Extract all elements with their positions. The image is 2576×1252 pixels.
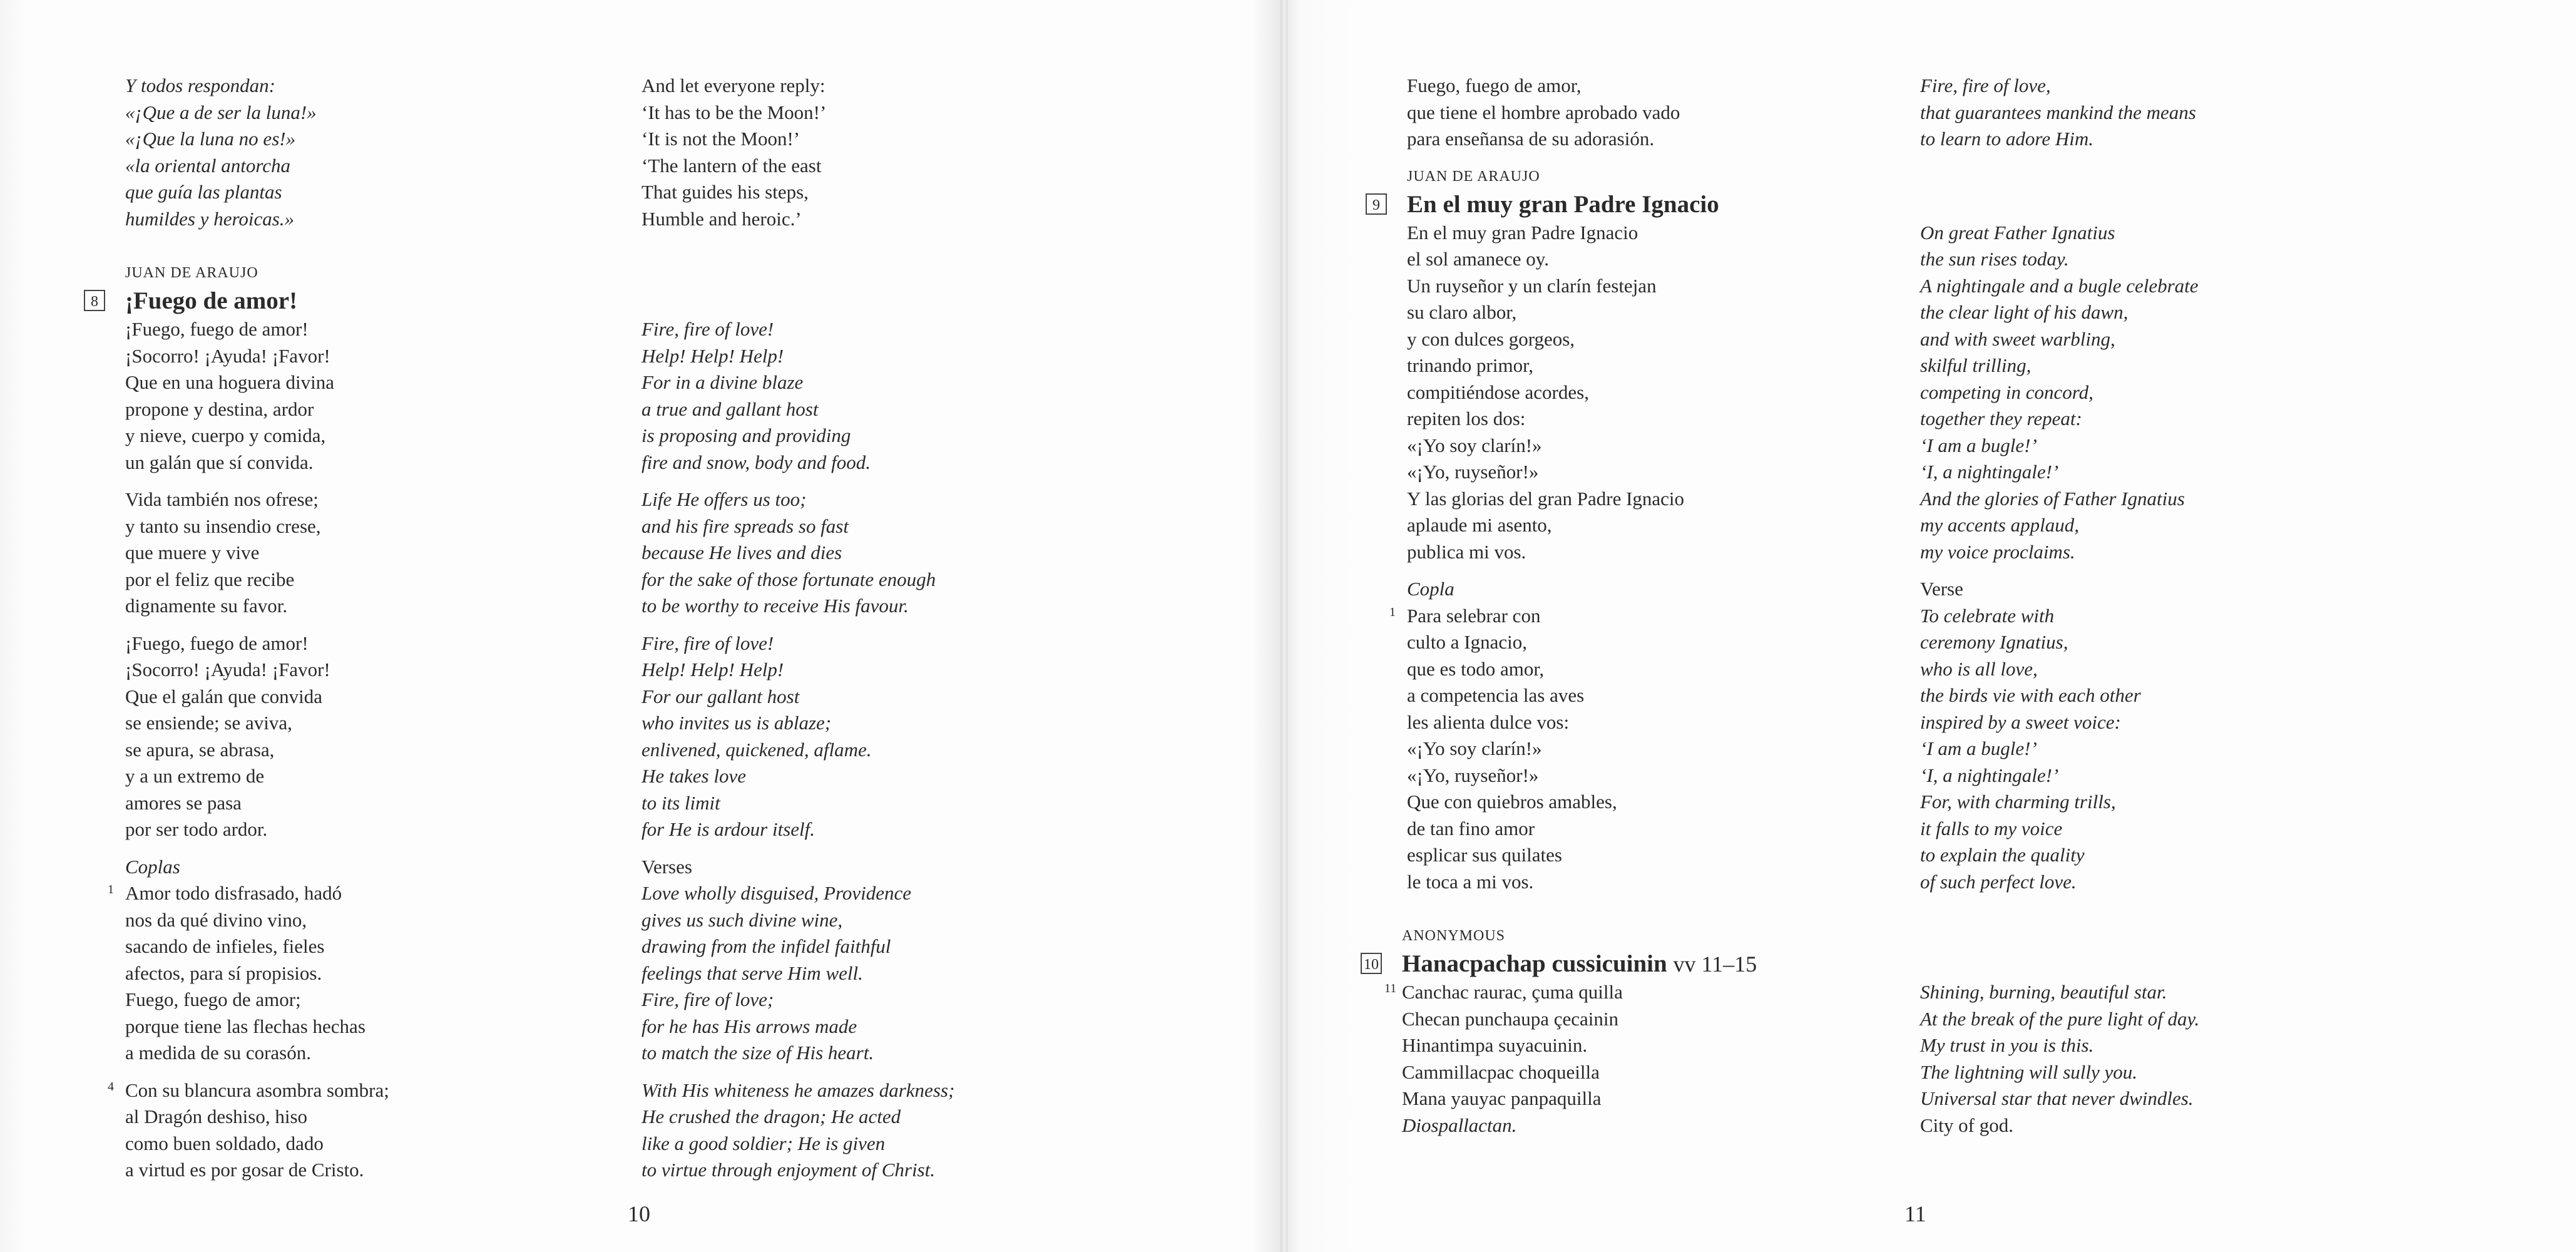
translation-line: ‘I am a bugle!’ <box>1920 737 2037 759</box>
translation-line: of such perfect love. <box>1920 870 2077 893</box>
poem-line: Fuego, fuego de amor; <box>125 988 301 1010</box>
poem-line: Y todos respondan: <box>125 74 275 96</box>
poem-line: Y las glorias del gran Padre Ignacio <box>1407 487 1685 510</box>
poem-line: su claro albor, <box>1407 301 1517 323</box>
stanza-gap <box>641 620 1117 630</box>
translation-line: to explain the quality <box>1920 844 2085 866</box>
verse-range: vv 11–15 <box>1673 952 1757 977</box>
translation-line: that guarantees mankind the means <box>1920 101 2196 123</box>
translation-line: Help! Help! Help! <box>641 344 784 367</box>
translation-line: Fire, fire of love! <box>641 318 774 340</box>
stanza-gap <box>1920 565 2396 576</box>
poem-line: Con su blancura asombra sombra; <box>125 1079 389 1101</box>
poem-line: humildes y heroicas.» <box>125 207 295 230</box>
section-label: Coplas <box>125 855 180 878</box>
track-number-box: 10 <box>1361 953 1382 974</box>
poem-line: sacando de infieles, fieles <box>125 935 325 957</box>
poem-line: «¡Yo, ruyseñor!» <box>1407 461 1539 483</box>
translation-line: who invites us is ablaze; <box>641 712 832 734</box>
translation-line: For, with charming trills, <box>1920 791 2116 813</box>
translation-line: is proposing and providing <box>641 424 851 446</box>
translation-line: a true and gallant host <box>641 398 819 420</box>
stanza-gap <box>1407 565 1883 576</box>
translation-line: for he has His arrows made <box>641 1015 857 1037</box>
verse-number: 4 <box>108 1079 114 1094</box>
translation-line: Fire, fire of love; <box>641 988 774 1010</box>
poem-line: Canchac raurac, çuma quilla <box>1402 981 1623 1003</box>
stanza-gap <box>125 620 601 630</box>
translation-line: Help! Help! Help! <box>641 659 784 680</box>
poem-line: por el feliz que recibe <box>125 568 295 590</box>
translation-line: And the glories of Father Ignatius <box>1920 487 2185 510</box>
poem-line: nos da qué divino vino, <box>125 908 307 931</box>
page-number-left: 10 <box>628 1201 650 1226</box>
poem-line: esplicar sus quilates <box>1407 844 1562 866</box>
translation-line: gives us such divine wine, <box>641 908 843 931</box>
poem-line: «¡Yo soy clarín!» <box>1407 434 1542 456</box>
translation-line: feelings that serve Him well. <box>641 962 863 984</box>
translation-line: To celebrate with <box>1920 604 2055 627</box>
translation-line: the birds vie with each other <box>1920 684 2141 706</box>
composer-spacer <box>1920 163 2396 190</box>
poem-line: Que el galán que convida <box>125 685 323 707</box>
poem-line: «¡Que a de ser la luna!» <box>125 101 317 123</box>
stanza-gap <box>125 1067 601 1077</box>
poem-line: ¡Fuego, fuego de amor! <box>125 632 309 654</box>
translation-line: to learn to adore Him. <box>1920 128 2093 150</box>
poem-line: porque tiene las flechas hechas <box>125 1015 365 1037</box>
translation-line: because He lives and dies <box>641 541 842 563</box>
stanza-gap <box>125 232 601 260</box>
poem-line: Un ruyseñor y un clarín festejan <box>1407 274 1657 297</box>
poem-line: como buen soldado, dado <box>125 1132 324 1154</box>
poem-line: a virtud es por gosar de Cristo. <box>125 1159 364 1181</box>
stanza-gap <box>1920 153 2396 163</box>
poem-line: que es todo amor, <box>1407 657 1545 680</box>
translation-line: the sun rises today. <box>1920 248 2069 270</box>
poem-line: Vida también nos ofrese; <box>125 488 319 510</box>
translation-line: City of god. <box>1920 1114 2013 1136</box>
poem-line: Diospallactan. <box>1402 1114 1517 1136</box>
poem-line: Checan punchaupa çecainin <box>1402 1007 1618 1030</box>
poem-line: repiten los dos: <box>1407 408 1526 429</box>
translation-line: and his fire spreads so fast <box>641 515 849 537</box>
translation-line: to virtue through enjoyment of Christ. <box>641 1159 935 1181</box>
translation-line: my voice proclaims. <box>1920 540 2075 563</box>
poem-line: En el muy gran Padre Ignacio <box>1407 221 1638 244</box>
poem-line: Mana yauyac panpaquilla <box>1402 1087 1602 1109</box>
poem-line: Fuego, fuego de amor, <box>1407 74 1582 96</box>
poem-line: ¡Fuego, fuego de amor! <box>125 318 309 340</box>
poem-line: Que con quiebros amables, <box>1407 791 1617 813</box>
poem-line: Hinantimpa suyacuinin. <box>1402 1034 1588 1056</box>
translation-line: for He is ardour itself. <box>641 818 815 840</box>
translation-line: ‘It has to be the Moon!’ <box>641 101 827 123</box>
poem-line: para enseñansa de su adorasión. <box>1407 128 1655 150</box>
section-label: Copla <box>1407 578 1454 600</box>
left-spanish-column <box>91 73 601 1184</box>
composer-spacer <box>641 260 1117 286</box>
poem-line: Que en una hoguera divina <box>125 371 334 393</box>
track-number-box: 9 <box>1366 193 1387 215</box>
poem-line: culto a Ignacio, <box>1407 631 1527 653</box>
translation-line: ‘I, a nightingale!’ <box>1920 764 2059 786</box>
poem-line: y con dulces gorgeos, <box>1407 327 1575 350</box>
translation-line: skilful trilling, <box>1920 354 2032 376</box>
translation-line: Love wholly disguised, Providence <box>641 882 912 904</box>
poem-line: publica mi vos. <box>1407 540 1526 563</box>
translation-line: Humble and heroic.’ <box>641 207 802 230</box>
stanza-gap <box>1407 895 1883 923</box>
piece-title-text: ¡Fuego de amor! <box>125 287 298 314</box>
translation-line: Shining, burning, beautiful star. <box>1920 981 2167 1003</box>
poem-line: trinando primor, <box>1407 354 1533 376</box>
poem-line: y tanto su insendio crese, <box>125 515 321 537</box>
composer-name: ANONYMOUS <box>1402 928 1506 944</box>
translation-line: On great Father Ignatius <box>1920 221 2115 244</box>
translation-line: to be worthy to receive His favour. <box>641 595 909 617</box>
translation-line: My trust in you is this. <box>1920 1034 2094 1056</box>
poem-line: ¡Socorro! ¡Ayuda! ¡Favor! <box>125 344 330 367</box>
track-number-box: 8 <box>84 290 105 311</box>
poem-line: y a un extremo de <box>125 765 265 787</box>
translation-line: who is all love, <box>1920 657 2038 680</box>
right-spanish-column <box>1364 73 1883 1139</box>
poem-line: que guía las plantas <box>125 181 282 203</box>
verse-number: 1 <box>108 883 114 896</box>
translation-line: and with sweet warbling, <box>1920 327 2115 350</box>
composer-name: JUAN DE ARAUJO <box>1407 168 1540 185</box>
poem-line: ¡Socorro! ¡Ayuda! ¡Favor! <box>125 659 330 680</box>
poem-line: aplaude mi asento, <box>1407 514 1552 536</box>
translation-line: For in a divine blaze <box>641 371 804 393</box>
translation-line: to its limit <box>641 791 720 814</box>
translation-line: At the break of the pure light of day. <box>1920 1007 2200 1030</box>
translation-line: Life He offers us too; <box>641 488 807 510</box>
poem-line: al Dragón deshiso, hiso <box>125 1106 308 1127</box>
translation-line: And let everyone reply: <box>641 74 825 96</box>
piece-title-text: Hanacpachap cussicuinin <box>1402 950 1667 977</box>
page-number-right: 11 <box>1904 1201 1926 1226</box>
translation-line: the clear light of his dawn, <box>1920 301 2129 323</box>
poem-line: el sol amanece oy. <box>1407 248 1549 270</box>
poem-line: a medida de su corasón. <box>125 1042 311 1064</box>
translation-line: A nightingale and a bugle celebrate <box>1920 274 2199 297</box>
book-gutter <box>1280 0 1288 1252</box>
numbered-verse <box>108 880 601 1067</box>
verse-number: 11 <box>1384 982 1397 995</box>
translation-line: like a good soldier; He is given <box>641 1132 886 1154</box>
translation-line: The lightning will sully you. <box>1920 1060 2138 1083</box>
poem-line: Amor todo disfrasado, hadó <box>125 882 342 904</box>
translation-line: ‘I am a bugle!’ <box>1920 434 2037 456</box>
translation-line: ‘I, a nightingale!’ <box>1920 461 2059 483</box>
translation-line: for the sake of those fortunate enough <box>641 568 936 590</box>
stanza-gap <box>1920 895 2396 923</box>
translation-line: For our gallant host <box>641 685 800 707</box>
section-label: Verses <box>641 855 692 878</box>
numbered-verse <box>108 1077 601 1184</box>
poem-line: se apura, se abrasa, <box>125 738 275 761</box>
poem-line: afectos, para sí propisios. <box>125 962 322 984</box>
poem-line: de tan fino amor <box>1407 817 1535 839</box>
poem-line: por ser todo ardor. <box>125 818 268 840</box>
translation-line: ‘It is not the Moon!’ <box>641 128 800 150</box>
numbered-verse <box>1389 603 1883 896</box>
translation-line: ceremony Ignatius, <box>1920 631 2068 653</box>
piece-title <box>1364 949 1883 979</box>
verse-number: 1 <box>1389 605 1396 619</box>
stanza-gap <box>1407 153 1883 163</box>
stanza-gap <box>641 476 1117 486</box>
translation-line: enlivened, quickened, aflame. <box>641 738 872 761</box>
stanza-gap <box>641 232 1117 260</box>
translation-line: fire and snow, body and food. <box>641 451 871 473</box>
poem-line: «la oriental antorcha <box>125 154 291 177</box>
poem-line: que tiene el hombre aprobado vado <box>1407 101 1680 123</box>
poem-line: les alienta dulce vos: <box>1407 711 1570 733</box>
piece-title <box>91 286 601 316</box>
poem-line: «¡Yo soy clarín!» <box>1407 737 1542 759</box>
translation-line: it falls to my voice <box>1920 817 2063 839</box>
poem-line: Para selebrar con <box>1407 604 1541 627</box>
translation-line: together they repeat: <box>1920 408 2082 429</box>
translation-line: Fire, fire of love! <box>641 632 774 654</box>
translation-line: Universal star that never dwindles. <box>1920 1087 2194 1109</box>
translation-line: He takes love <box>641 765 746 787</box>
stanza-gap <box>641 1067 1117 1077</box>
poem-line: propone y destina, ardor <box>125 398 314 420</box>
stanza-gap <box>125 476 601 486</box>
stanza-gap <box>125 843 601 854</box>
poem-line: dignamente su favor. <box>125 595 288 617</box>
composer-spacer <box>1920 923 2396 949</box>
poem-line: «¡Yo, ruyseñor!» <box>1407 764 1539 786</box>
poem-line: Cammillacpac choqueilla <box>1402 1060 1600 1083</box>
anonymous-block <box>1364 923 1883 1139</box>
section-label: Verse <box>1920 578 1963 600</box>
title-spacer <box>1920 949 2396 979</box>
translation-line: With His whiteness he amazes darkness; <box>641 1079 955 1101</box>
right-english-column <box>1920 73 2396 1139</box>
poem-line: amores se pasa <box>125 791 242 814</box>
title-spacer <box>1920 190 2396 220</box>
piece-title-text: En el muy gran Padre Ignacio <box>1407 190 1719 218</box>
composer-name: JUAN DE ARAUJO <box>125 265 258 281</box>
poem-line: a competencia las aves <box>1407 684 1585 706</box>
translation-line: That guides his steps, <box>641 181 809 203</box>
numbered-verse <box>1384 979 1883 1139</box>
poem-line: «¡Que la luna no es!» <box>125 128 296 150</box>
translation-line: drawing from the infidel faithful <box>641 935 891 957</box>
translation-line: competing in concord, <box>1920 381 2093 403</box>
poem-line: compitiéndose acordes, <box>1407 381 1589 403</box>
stanza-gap <box>641 843 1117 854</box>
translation-line: inspired by a sweet voice: <box>1920 711 2121 733</box>
translation-line: ‘The lantern of the east <box>641 154 822 177</box>
poem-line: se ensiende; se aviva, <box>125 712 292 734</box>
translation-line: my accents applaud, <box>1920 514 2079 536</box>
poem-line: le toca a mi vos. <box>1407 870 1534 893</box>
piece-title <box>1372 190 1883 220</box>
translation-line: Fire, fire of love, <box>1920 74 2051 96</box>
left-english-column <box>641 73 1117 1184</box>
title-spacer <box>641 286 1117 316</box>
translation-line: He crushed the dragon; He acted <box>641 1106 901 1127</box>
poem-line: un galán que sí convida. <box>125 451 314 473</box>
poem-line: que muere y vive <box>125 541 260 563</box>
poem-line: y nieve, cuerpo y comida, <box>125 424 326 446</box>
translation-line: to match the size of His heart. <box>641 1042 874 1064</box>
